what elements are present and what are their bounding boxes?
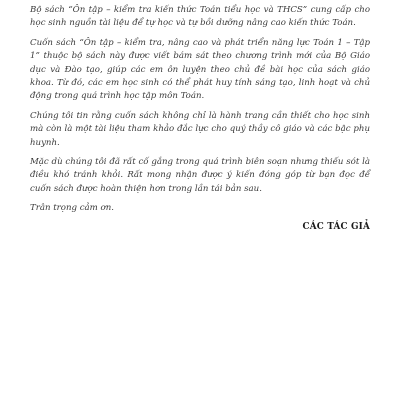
preface-paragraph-book-description: Cuốn sách “Ôn tập – kiểm tra, nâng cao và phát triển năng lực Toán 1 – Tập 1” thuộc bộ sách này được viết bám sát theo chương trình mới của Bộ Giáo dục và Đào tạo, giúp các em ôn luyện theo chủ đề bài học của sách giáo khoa. Từ đó, các em học sinh có thể phát huy tính sáng tạo, linh hoạt và chủ động trong quá trình học tập môn Toán. [30,37,370,102]
preface-paragraph-feedback-request: Mặc dù chúng tôi đã rất cố gắng trong quá trình biên soạn nhưng thiếu sót là điều khó tránh khỏi. Rất mong nhận được ý kiến đóng góp từ bạn đọc để cuốn sách được hoàn thiện hơn trong lần tái bản sau. [30,157,370,194]
author-signature: CÁC TÁC GIẢ [302,221,370,232]
preface-paragraph-intro: Bộ sách “Ôn tập – kiểm tra kiến thức Toán tiểu học và THCS” cung cấp cho học sinh nguồn tài liệu để tự học và tự bồi dưỡng nâng cao kiến thức Toán. [30,5,370,29]
preface-body [30,4,370,232]
preface-paragraph-purpose: Chúng tôi tin rằng cuốn sách không chỉ là hành trang cần thiết cho học sinh mà còn là một tài liệu tham khảo đắc lực cho quý thầy cô giáo và các bậc phụ huynh. [30,110,370,148]
preface-paragraph-thanks: Trân trọng cảm ơn. [30,203,114,214]
